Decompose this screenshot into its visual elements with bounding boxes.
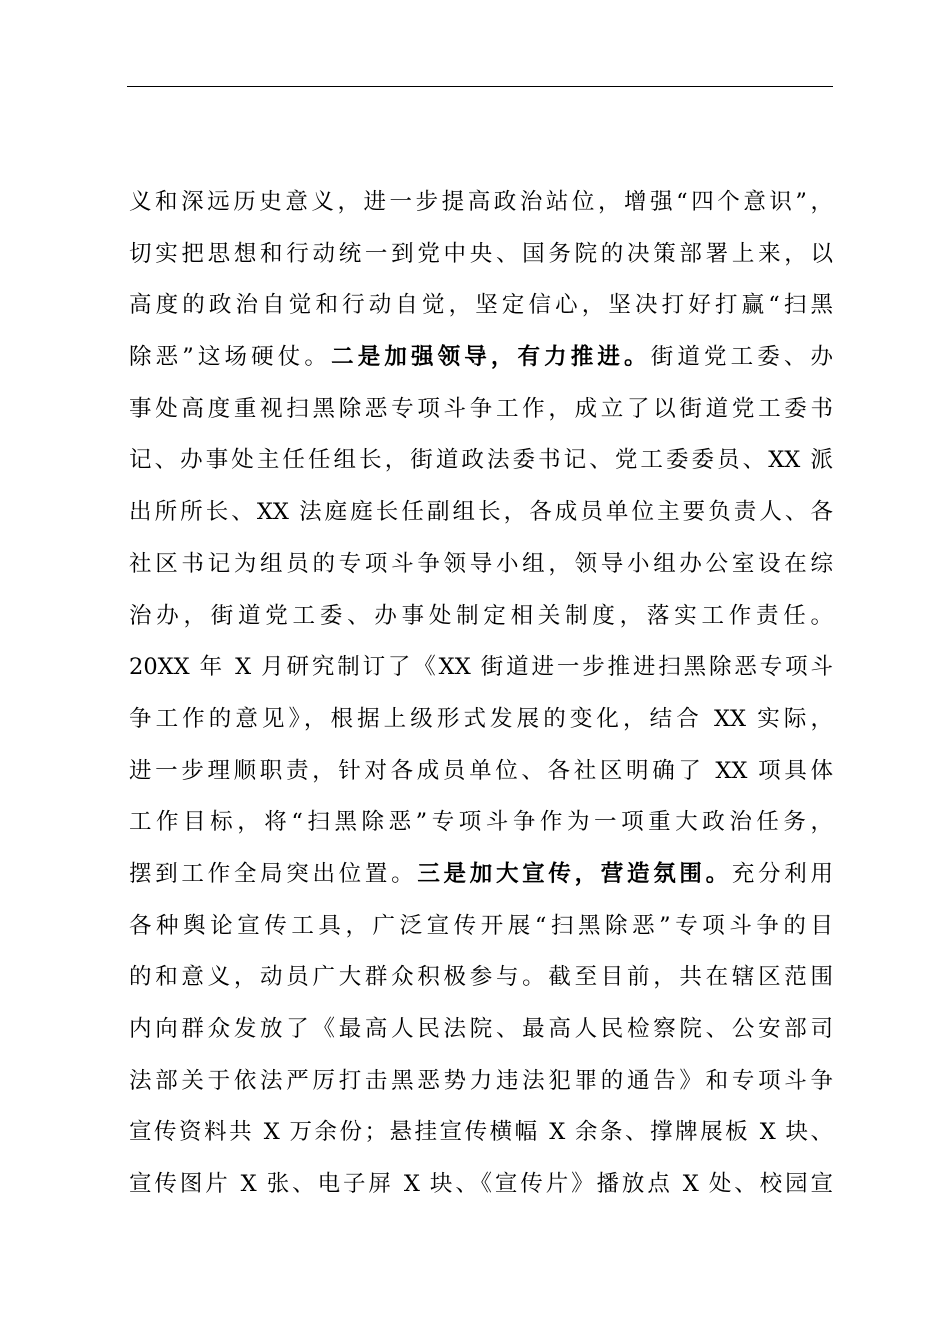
text-run: 社区书记为组员的专项斗争领导小组，领导小组办公室设在综 <box>129 550 833 577</box>
text-line <box>129 1107 833 1159</box>
text-line <box>129 746 833 798</box>
text-line <box>129 1004 833 1056</box>
text-line <box>129 384 833 436</box>
text-run: 义和深远历史意义，进一步提高政治站位，增强“四个意识”， <box>129 189 833 215</box>
text-line <box>129 435 833 487</box>
text-run: 摆到工作全局突出位置。 <box>129 860 418 887</box>
bold-heading-phrase: 三是加大宣传，营造氛围。 <box>417 860 732 887</box>
text-line <box>129 229 833 281</box>
text-line <box>129 849 833 901</box>
text-line <box>129 280 833 332</box>
text-run: 事处高度重视扫黑除恶专项斗争工作，成立了以街道党工委书 <box>129 395 833 422</box>
text-line <box>129 177 833 229</box>
text-line <box>129 332 833 384</box>
text-run: 出所所长、XX 法庭庭长任副组长，各成员单位主要负责人、各 <box>129 499 833 526</box>
text-run: 记、办事处主任任组长，街道政法委书记、党工委委员、XX 派 <box>129 447 833 474</box>
text-run: 进一步理顺职责，针对各成员单位、各社区明确了 XX 项具体 <box>129 757 833 784</box>
text-line <box>129 952 833 1004</box>
text-run: 20XX 年 X 月研究制订了《XX 街道进一步推进扫黑除恶专项斗 <box>129 654 833 681</box>
text-run: 街道党工委、办 <box>650 344 833 371</box>
text-line <box>129 591 833 643</box>
text-line <box>129 694 833 746</box>
text-line <box>129 539 833 591</box>
text-run: 宣传图片 X 张、电子屏 X 块、《宣传片》播放点 X 处、校园宣 <box>129 1171 833 1198</box>
bold-heading-phrase: 二是加强领导，有力推进。 <box>331 344 651 371</box>
text-run: 高度的政治自觉和行动自觉，坚定信心，坚决打好打赢“扫黑 <box>129 292 833 319</box>
text-line <box>129 1056 833 1108</box>
text-run: 充分利用 <box>731 860 833 887</box>
text-run: 的和意义，动员广大群众积极参与。截至目前，共在辖区范围 <box>129 964 833 991</box>
text-line <box>129 1159 833 1211</box>
text-run: 治办，街道党工委、办事处制定相关制度，落实工作责任。 <box>129 602 833 629</box>
text-run: 内向群众发放了《最高人民法院、最高人民检察院、公安部司 <box>129 1016 833 1042</box>
text-line <box>129 797 833 849</box>
text-run: 除恶”这场硬仗。 <box>129 344 332 371</box>
header-rule <box>127 86 833 87</box>
text-line <box>129 487 833 539</box>
text-run: 法部关于依法严厉打击黑恶势力违法犯罪的通告》和专项斗争 <box>129 1067 833 1094</box>
body-paragraph <box>129 177 833 1211</box>
text-run: 工作目标，将“扫黑除恶”专项斗争作为一项重大政治任务， <box>129 809 833 836</box>
text-line <box>129 901 833 953</box>
text-run: 争工作的意见》，根据上级形式发展的变化，结合 XX 实际， <box>129 705 833 732</box>
text-run: 宣传资料共 X 万余份；悬挂宣传横幅 X 余条、撑牌展板 X 块、 <box>129 1119 833 1146</box>
text-run: 各种舆论宣传工具，广泛宣传开展“扫黑除恶”专项斗争的目 <box>129 912 833 939</box>
text-run: 切实把思想和行动统一到党中央、国务院的决策部署上来，以 <box>129 240 833 267</box>
text-line <box>129 642 833 694</box>
